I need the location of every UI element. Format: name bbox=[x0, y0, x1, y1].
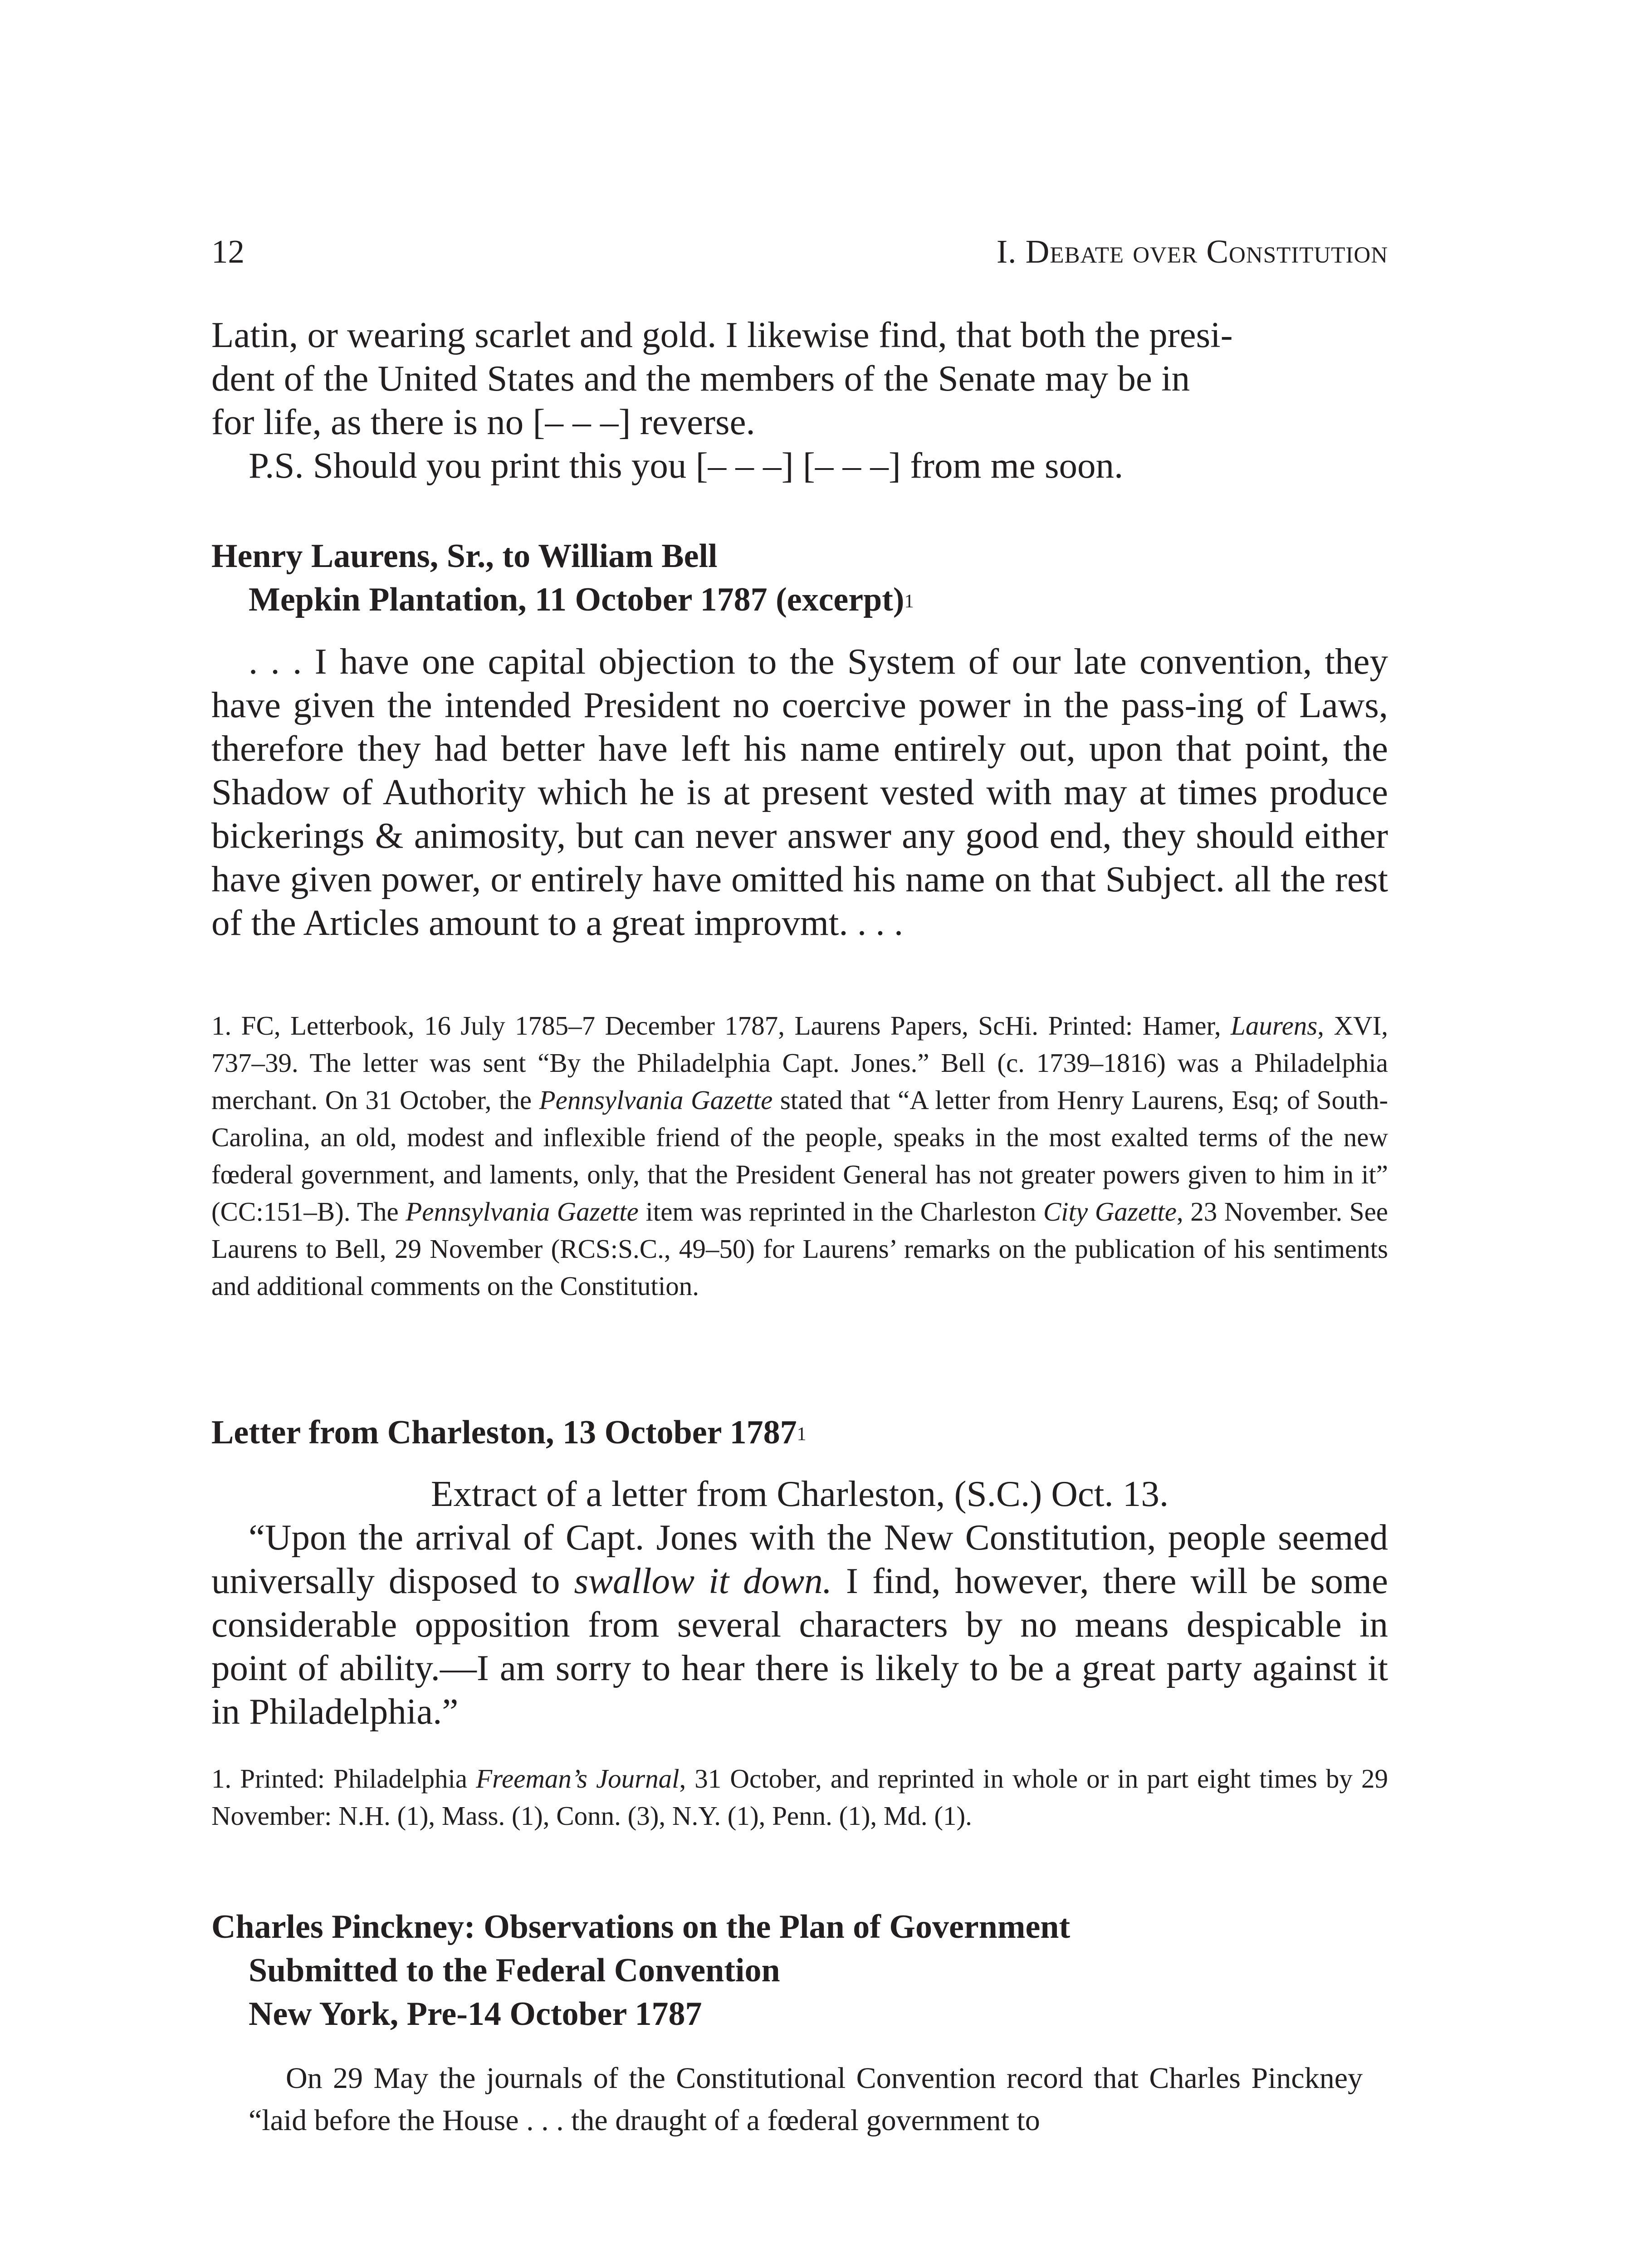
opening-line-2: dent of the United States and the members of the Senate may be in bbox=[211, 358, 1190, 399]
letter-text: I find, however, there will be some considerable opposition from several characters by no means despicable in point of ability.—I am sorry to hear there is likely to be a great party against it in Philadelphia.” bbox=[211, 1560, 1388, 1732]
charleston-heading bbox=[211, 1411, 1436, 1454]
letter-italic: swallow it down. bbox=[574, 1560, 832, 1601]
charleston-title: Letter from Charleston, 13 October 1787 bbox=[211, 1414, 797, 1451]
laurens-footnote bbox=[211, 1007, 1388, 1305]
note-text: , XVI, 737–39. The letter was sent “By the Philadelphia Capt. Jones.” Bell (c. 1739–1816) was a Philadelphia merchant. On 31 October, the bbox=[211, 1011, 1388, 1115]
laurens-heading bbox=[211, 534, 1436, 621]
note-text: 1. Printed: Philadelphia bbox=[211, 1764, 476, 1794]
footnote-marker: 1 bbox=[904, 591, 914, 612]
pinckney-intro bbox=[249, 2057, 1363, 2141]
laurens-letter-paragraph: . . . I have one capital objection to the System of our late convention, they have given the intended President no coercive power in the pass-ing of Laws, therefore they had better have left his name entirely out, upon that point, the Shadow of Authority which he is at present vested with may at times produce bickerings & animosity, but can never answer any good end, they should either have given power, or entirely have omitted his name on that Subject. all the rest of the Articles amount to a great improvmt. . . . bbox=[211, 641, 1388, 943]
pinckney-title-line-3: New York, Pre-14 October 1787 bbox=[249, 1995, 702, 2033]
page-header bbox=[211, 227, 1388, 277]
note-text: , 23 November. See Laurens to Bell, 29 November (RCS:S.C., 49–50) for Laurens’ remarks on the publication of his sentiments and additional comments on the Constitution. bbox=[211, 1197, 1388, 1301]
note-text: , 31 October, and reprinted in whole or in part eight times by 29 November: N.H. (1), Mass. (1), Conn. (3), N.Y. (1), Penn. (1), Md. (1). bbox=[211, 1764, 1388, 1831]
postscript: P.S. Should you print this you [– – –] [– – –] from me soon. bbox=[249, 445, 1124, 486]
note-text: item was reprinted in the Charleston bbox=[638, 1197, 1043, 1227]
note-italic: Pennsylvania Gazette bbox=[539, 1085, 773, 1115]
charleston-footnote bbox=[211, 1760, 1388, 1834]
footnote-marker: 1 bbox=[797, 1424, 807, 1445]
extract-heading-line: Extract of a letter from Charleston, (S.C.) Oct. 13. bbox=[430, 1473, 1169, 1514]
pinckney-intro-paragraph: On 29 May the journals of the Constitutional Convention record that Charles Pinckney “laid before the House . . . the draught of a fœderal government to bbox=[249, 2062, 1363, 2137]
letter-text: “Upon the arrival of Capt. Jones with the New Constitution, people seemed universally disposed to bbox=[211, 1517, 1388, 1601]
note-text: stated that “A letter from Henry Laurens, Esq; of South-Carolina, an old, modest and inflexible friend of the people, speaks in the most exalted terms of the new fœderal government, and laments, only, that the President General has not greater powers given to him in it” (CC:151–B). The bbox=[211, 1085, 1388, 1227]
laurens-subtitle: Mepkin Plantation, 11 October 1787 (excerpt) bbox=[249, 581, 905, 618]
opening-paragraph bbox=[211, 313, 1388, 487]
pinckney-title-line-1: Charles Pinckney: Observations on the Plan of Government bbox=[211, 1908, 1071, 1945]
pinckney-heading bbox=[211, 1905, 1436, 2036]
note-text: 1. FC, Letterbook, 16 July 1785–7 December 1787, Laurens Papers, ScHi. Printed: Hamer, bbox=[211, 1011, 1231, 1041]
running-head: I. Debate over Constitution bbox=[996, 233, 1388, 270]
note-italic: Laurens bbox=[1231, 1011, 1318, 1041]
pinckney-title-line-2: Submitted to the Federal Convention bbox=[249, 1952, 780, 1989]
note-italic: City Gazette bbox=[1043, 1197, 1177, 1227]
laurens-title: Henry Laurens, Sr., to William Bell bbox=[211, 538, 718, 575]
page-number: 12 bbox=[211, 233, 244, 270]
note-italic: Pennsylvania Gazette bbox=[406, 1197, 639, 1227]
charleston-letter-text bbox=[211, 1472, 1388, 1733]
opening-line-3: for life, as there is no [– – –] reverse. bbox=[211, 401, 755, 442]
opening-line-1: Latin, or wearing scarlet and gold. I likewise find, that both the presi- bbox=[211, 314, 1233, 355]
laurens-letter-text bbox=[211, 640, 1388, 944]
note-italic: Freeman’s Journal bbox=[476, 1764, 680, 1794]
